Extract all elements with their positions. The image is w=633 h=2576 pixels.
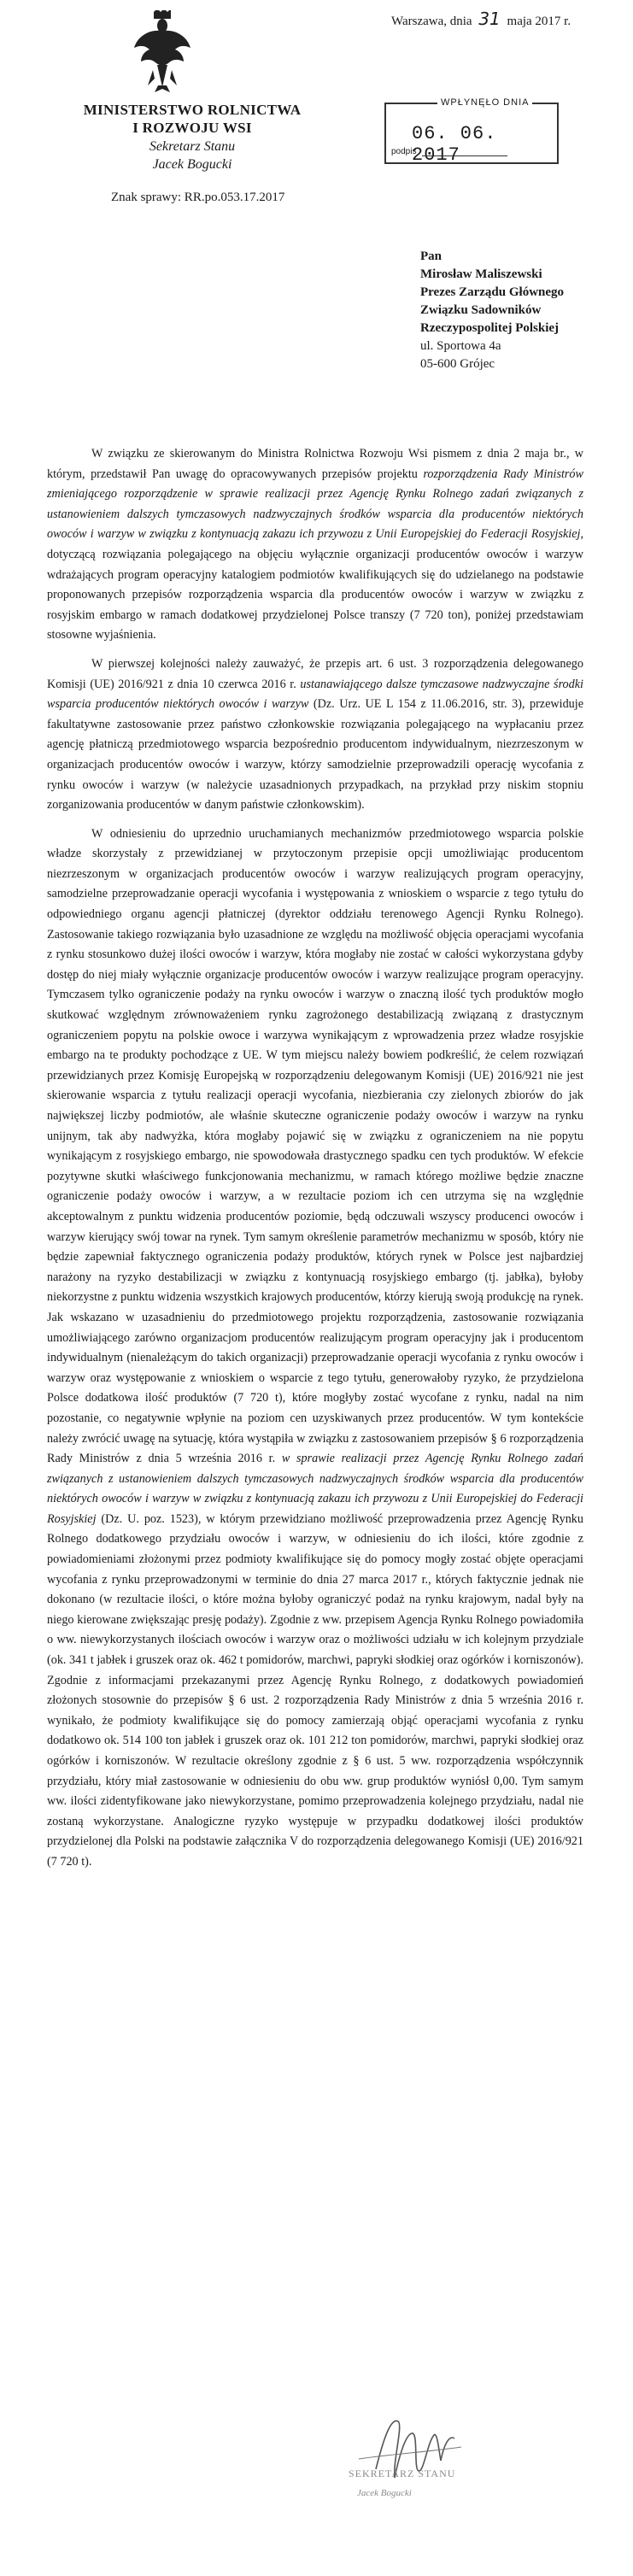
paragraph-2 bbox=[47, 654, 583, 816]
paragraph-1-regulation-title: rozporządzenia Rady Ministrów zmieniającego rozporządzenie w sprawie realizacji przez Agencję Rynku Rolnego zadań związanych z ustanowieniem dalszych tymczasowych nadzwyczajnych środków wsparcia dla producentów niektórych owoców i warzyw w związku z kontynuacją zakazu ich przywozu z Unii Europejskiej do Federacji Rosyjskiej bbox=[47, 466, 583, 542]
paragraph-3-text-a: W odniesieniu do uprzednio uruchamianych mechanizmów przedmiotowego wsparcia polskie władze skorzystały z przewidzianej w przytoczonym przepisie opcji umożliwiając producentom niezrzeszonym w organizacjach producentów owoców i warzyw realizujących program operacyjny, samodzielne przeprowadzanie operacji wycofania i występowania z wnioskiem o wsparcie z tego tytułu do odpowiedniego organu agencji płatniczej (dyrektor oddziału terenowego Agencji Rynku Rolnego). Zastosowanie takiego rozwiązania było uzasadnione ze względu na możliwość objęcia operacjami wycofania z rynku stosunkowo dużej ilości owoców i warzyw, która mogłaby nie zostać w całości wykorzystana gdyby dostęp do niej miały wyłącznie organizacje producentów owoców i warzyw realizujące program operacyjny. Tymczasem tylko ograniczenie podaży na rynku owoców i warzyw o znaczną ilość tych produktów mogło skutkować względnym zrównoważeniem rynku zagrożonego destabilizacją związaną z drastycznym ograniczeniem popytu na polskie owoce i warzywa wynikającym z wprowadzenia przez władze rosyjskie embargo na te produkty pochodzące z UE. W tym miejscu należy bowiem podkreślić, że celem rozwiązań przewidzianych przez Komisję Europejską w rozporządzeniu delegowanym Komisji (UE) 2016/921 nie jest skierowanie wsparcia z tytułu realizacji operacji wycofania, niezbierania czy zielonych zbiorów do jak największej liczby podmiotów, ale właśnie skuteczne ograniczenie podaży owoców i warzyw na rynku unijnym, tak aby nadwyżka, która mogłaby pojawić się w związku z ograniczeniem na nie popytu wynikającym z rosyjskiego embargo, nie spowodowała drastycznego spadku cen tych produktów. W efekcie pozytywne skutki właściwego funkcjonowania mechanizmu, w ramach którego możliwe będzie znaczne ograniczenie podaży owoców i warzyw, a w rezultacie poziom ich cen utrzyma się na względnie akceptowalnym z punktu widzenia producentów poziomie, będą odczuwali wszyscy producenci owoców i warzyw kierujący swój towar na rynek. Tym samym określenie parametrów mechanizmu w sposób, który nie będzie zapewniał faktycznego ograniczenia podaży produktów, których rynek w Polsce jest najbardziej narażony na ryzyko destabilizacji w związku z kontynuacją rosyjskiego embargo (tj. jabłka), byłoby niekorzystne z punktu widzenia wszystkich krajowych producentów, którzy kierują swoją produkcję na rynek. Jak wskazano w uzasadnieniu do przedmiotowego projektu rozporządzenia, zastosowanie rozwiązania umożliwiającego zarówno organizacjom producentów realizującym program operacyjny jak i producentom indywidualnym (nienależącym do takich organizacji) przeprowadzanie operacji wycofania z rynku owoców i warzyw oraz występowanie z wnioskiem o wsparcie z tego tytułu, generowałoby ryzyko, że przydzielona Polsce dodatkowa ilość produktów (7 720 t), które mogłyby zostać wycofane z rynku, nadal na nim pozostanie, co negatywnie wpłynie na poziom cen uzyskiwanych przez producentów. W tym kontekście należy zwrócić uwagę na sytuację, która wystąpiła w związku z zastosowaniem przepisów § 6 rozporządzenia Rady Ministrów z dnia 5 września 2016 r. bbox=[47, 826, 583, 1466]
stamp-signature-label: podpis bbox=[391, 147, 417, 156]
sender-name: Jacek Bogucki bbox=[152, 157, 232, 172]
addressee-org-line2: Rzeczypospolitej Polskiej bbox=[420, 321, 560, 335]
paragraph-3 bbox=[47, 824, 583, 1873]
signature-name: Jacek Bogucki bbox=[357, 2488, 412, 2498]
handwritten-signature bbox=[342, 2409, 470, 2495]
date-day: 31 bbox=[478, 9, 501, 29]
addressee-title: Prezes Zarządu Głównego bbox=[420, 285, 565, 299]
reference-number: Znak sprawy: RR.po.053.17.2017 bbox=[111, 191, 285, 204]
addressee-salutation: Pan bbox=[420, 249, 443, 263]
paragraph-1 bbox=[47, 444, 583, 646]
stamp-date: 06. 06. 2017 bbox=[412, 123, 497, 166]
addressee-name: Mirosław Maliszewski bbox=[420, 267, 542, 281]
addressee-block bbox=[420, 248, 564, 373]
ministry-name-line1: MINISTERSTWO ROLNICTWA bbox=[83, 102, 302, 118]
paragraph-1-text-c: , dotyczącą rozwiązania polegającego na objęciu wyłącznie organizacji producentów owoców i warzyw wdrażających program operacyjny katalogiem podmiotów kwalifikujących się do udzielanego na podstawie proponowanych przepisów rozporządzenia wsparcia dla producentów owoców i warzyw w związku z rosyjskim embargo w ramach dodatkowej przydzielonej Polsce transzy (7 720 ton), poniżej przedstawiam stosowne wyjaśnienia. bbox=[47, 527, 583, 643]
paragraph-3-text-c: (Dz. U. poz. 1523), w którym przewidziano możliwość przeprowadzenia przez Agencję Rynku Rolnego dodatkowego przydziału owoców i warzyw, w odniesieniu do ich ilości, które zgodnie z powiadomieniami złożonymi przez podmioty kwalifikujące się do pomocy mogły zostać objęte operacjami wycofania z rynku przeprowadzonymi w terminie do dnia 27 marca 2017 r., których faktycznie jednak nie dokonano (w rezultacie ilości, o które można byłoby ograniczyć podaż na rynku krajowym, nadal były na niego kierowane zwiększając presję podaży). Zgodnie z ww. przepisem Agencja Rynku Rolnego powiadomiła o ww. niewykorzystanych ilościach owoców i warzyw oraz o możliwości udziału w ich kolejnym przydziale (ok. 341 t jabłek i gruszek oraz ok. 462 t pomidorów, marchwi, papryki słodkiej oraz ogórków i korniszonów). Zgodnie z informacjami przekazanymi przez Agencję Rynku Rolnego, z dodatkowych powiadomień złożonych stosownie do przepisów § 6 ust. 2 rozporządzenia Rady Ministrów z dnia 5 września 2016 r. wynikało, że podmioty kwalifikujące się do pomocy zamierzają objąć operacjami wycofania z rynku dodatkowo ok. 514 100 ton jabłek i gruszek oraz ok. 101 212 ton pomidorów, marchwi, papryki słodkiej oraz ogórków i korniszonów. W rezultacie określony zgodnie z § 6 ust. 5 ww. rozporządzenia współczynnik przydziału, który miał zastosowanie w odniesieniu do obu ww. grup produktów wyniósł 0,00. Tym samym ww. ilości zidentyfikowane jako niewykorzystane, pomimo przeprowadzenia kolejnego przydziału, nadal nie zostaną wykorzystane. Analogiczne ryzyko występuje w przypadku dodatkowej ilości produktów przydzielonej dla Polski na podstawie załącznika V do rozporządzenia delegowanego Komisji (UE) 2016/921 (7 720 t). bbox=[47, 1511, 583, 1869]
addressee-city: 05-600 Grójec bbox=[420, 357, 495, 371]
addressee-org-line1: Związku Sadowników bbox=[420, 303, 542, 317]
addressee-street: ul. Sportowa 4a bbox=[420, 339, 501, 353]
letter-date bbox=[391, 9, 571, 29]
stamp-signature-line bbox=[422, 155, 507, 156]
paragraph-2-text-a: W pierwszej kolejności należy zauważyć, że przepis art. 6 ust. 3 rozporządzenia delegowanego Komisji (UE) 2016/921 z dnia 10 czerwca 2016 r. bbox=[47, 656, 583, 691]
paragraph-2-regulation-title: ustanawiającego dalsze tymczasowe nadzwyczajne środki wsparcia producentów niektórych owoców i warzyw bbox=[47, 677, 583, 712]
paragraph-3-regulation-title: w sprawie realizacji przez Agencję Rynku Rolnego zadań związanych z ustanowieniem dalszych tymczasowych nadzwyczajnych środków wsparcia dla producentów niektórych owoców i warzyw w związku z kontynuacją zakazu ich przywozu z Unii Europejskiej do Federacji Rosyjskiej bbox=[47, 1452, 583, 1526]
received-stamp bbox=[384, 97, 559, 166]
ministry-name-line2: I ROZWOJU WSI bbox=[132, 120, 252, 136]
polish-eagle-emblem-icon bbox=[132, 10, 192, 94]
sender-role: Sekretarz Stanu bbox=[149, 139, 236, 154]
signature-role: SEKRETARZ STANU bbox=[349, 2467, 456, 2479]
stamp-title: WPŁYNĘŁO DNIA bbox=[437, 97, 532, 108]
letter-body bbox=[47, 444, 583, 1881]
ministry-name bbox=[68, 101, 316, 137]
paragraph-1-text-a: W związku ze skierowanym do Ministra Rolnictwa Rozwoju Wsi pismem z dnia 2 maja br., w którym, przedstawił Pan uwagę do opracowywanych przepisów projektu bbox=[47, 447, 583, 481]
date-suffix: maja 2017 r. bbox=[507, 15, 571, 28]
date-prefix: Warszawa, dnia bbox=[391, 15, 472, 28]
paragraph-2-text-c: (Dz. Urz. UE L 154 z 11.06.2016, str. 3), przewiduje fakultatywne zastosowanie przez państwo członkowskie rozwiązania polegającego na wypłacaniu przez agencję płatniczą przedmiotowego wsparcia bezpośrednio producentom indywidualnym, niezrzeszonym w organizacjach producentów owoców i warzyw, którzy samodzielnie przeprowadzili operację wycofania z rynku owoców i warzyw (w należycie uzasadnionych przypadkach, na przykład przy niskim stopniu zorganizowania producentów w danym państwie członkowskim). bbox=[47, 697, 584, 813]
